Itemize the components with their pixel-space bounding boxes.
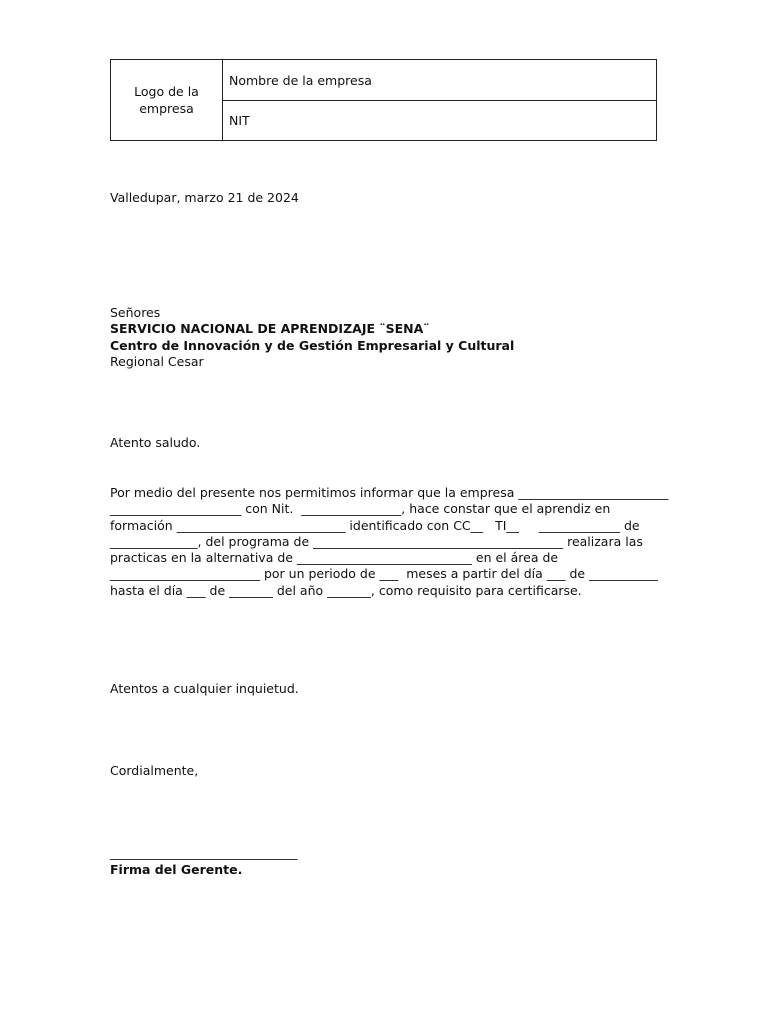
company-name-label: Nombre de la empresa bbox=[229, 72, 372, 88]
recipient-institution: SERVICIO NACIONAL DE APRENDIZAJE ¨SENA¨ bbox=[110, 321, 430, 336]
logo-placeholder-cell bbox=[111, 60, 223, 140]
body-line: hasta el día ___ de _______ del año _______, como requisito para certificarse. bbox=[110, 582, 582, 598]
body-line: ______________, del programa de ________________________________________ realizara las bbox=[110, 533, 643, 549]
body-line: _____________________ con Nit. ________________, hace constar que el aprendiz en bbox=[110, 501, 611, 517]
signature-label: Firma del Gerente. bbox=[110, 862, 243, 877]
company-name-cell bbox=[223, 60, 656, 101]
letterhead-table bbox=[110, 59, 657, 141]
logo-placeholder-label: Logo de la empresa bbox=[134, 84, 199, 116]
closing-note: Atentos a cualquier inquietud. bbox=[110, 681, 299, 696]
recipient-region: Regional Cesar bbox=[110, 354, 204, 369]
signature-line: ______________________________ bbox=[110, 845, 298, 860]
body-line: Por medio del presente nos permitimos informar que la empresa ________________________ bbox=[110, 485, 669, 500]
recipient-salutation: Señores bbox=[110, 305, 161, 320]
nit-cell bbox=[223, 101, 656, 140]
date-line: Valledupar, marzo 21 de 2024 bbox=[110, 190, 299, 205]
company-info-cells bbox=[223, 60, 656, 140]
greeting: Atento saludo. bbox=[110, 435, 201, 450]
letter-body bbox=[110, 485, 668, 599]
closing: Cordialmente, bbox=[110, 763, 199, 778]
body-line: ________________________ por un periodo de ___ meses a partir del día ___ de ___________ bbox=[110, 566, 658, 582]
nit-label: NIT bbox=[229, 113, 250, 128]
recipient-center: Centro de Innovación y de Gestión Empresarial y Cultural bbox=[110, 338, 515, 353]
body-line: practicas en la alternativa de ____________________________ en el área de bbox=[110, 550, 559, 566]
body-line: formación ___________________________ identificado con CC__ TI__ _____________ de bbox=[110, 517, 640, 533]
